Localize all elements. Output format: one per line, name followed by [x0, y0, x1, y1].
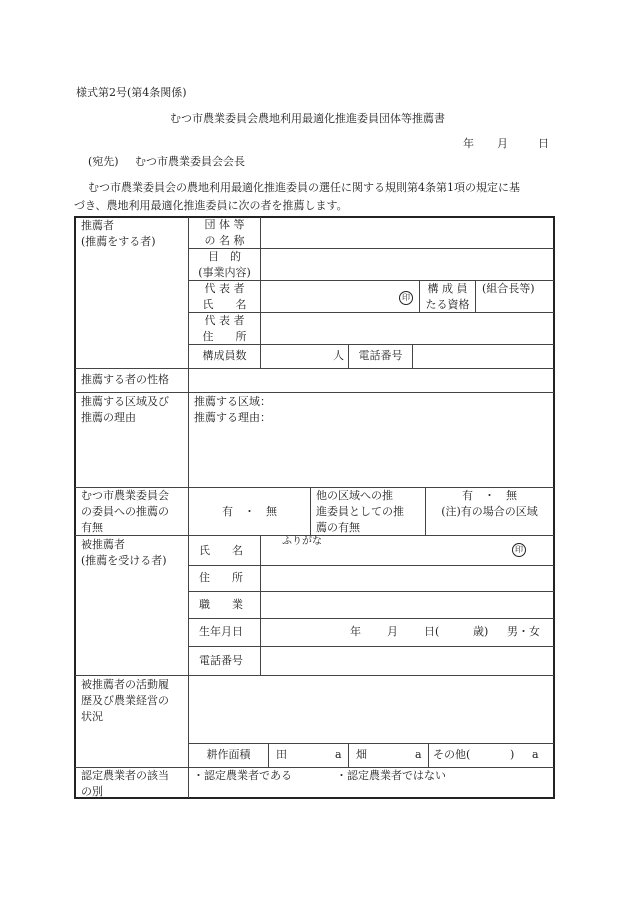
intro-text-line2: づき、農地利用最適化推進委員に次の者を推薦します。: [74, 199, 348, 212]
gender-options[interactable]: 男・女: [507, 625, 540, 638]
recommendee-address-label: 住 所: [199, 571, 243, 584]
member-qualification-label: [420, 281, 475, 313]
recommendee-name-label: 氏 名: [199, 544, 243, 557]
label-line: 目 的: [208, 250, 241, 263]
rep-phone-field[interactable]: [414, 346, 552, 367]
divider: [188, 646, 554, 647]
label-line: (推薦をする者): [81, 235, 156, 248]
area-reason-label: [81, 394, 169, 426]
divider: [188, 565, 554, 566]
seal-mark: [399, 289, 413, 305]
divider: [188, 743, 554, 744]
divider: [75, 675, 554, 676]
other-close-paren: ): [510, 748, 515, 761]
occupation-field[interactable]: [262, 593, 552, 617]
other-unit: a: [532, 748, 539, 761]
rep-address-field[interactable]: [262, 314, 552, 343]
label-line: 他の区域への推: [316, 489, 393, 502]
age-label: 歳): [473, 625, 489, 638]
label-line: (推薦を受ける者): [81, 554, 167, 567]
other-area-note: (注)有の場合の区域: [441, 505, 538, 518]
field-unit: a: [415, 748, 422, 761]
recommendee-name-field[interactable]: [262, 537, 552, 564]
other-area-input-label: その他(: [433, 748, 471, 761]
seal-icon: 印: [512, 543, 526, 557]
divider: [188, 591, 554, 592]
divider: [348, 743, 349, 767]
paddy-unit: a: [335, 748, 342, 761]
cultivated-area-label: 耕作面積: [206, 748, 251, 761]
member-qualification-value: (組合長等): [482, 282, 535, 295]
label-line: 団 体 等: [204, 218, 245, 231]
other-area-options: [426, 488, 553, 520]
divider: [260, 535, 261, 675]
nature-label: 推薦する者の性格: [81, 373, 169, 386]
divider: [268, 743, 269, 767]
divider: [475, 280, 476, 312]
activity-label: [81, 677, 169, 725]
certified-no-option[interactable]: ・認定農業者ではない: [336, 769, 446, 782]
rep-address-label: [189, 313, 260, 345]
label-line: 推薦する区域及び: [81, 395, 169, 408]
certified-label: [81, 768, 169, 800]
certified-yes-option[interactable]: ・認定農業者である: [193, 769, 292, 782]
label-line: たる資格: [425, 298, 470, 311]
label-line: 推薦者: [81, 219, 114, 232]
divider: [412, 344, 413, 368]
label-line: 住 所: [202, 330, 247, 343]
committee-yes-no[interactable]: 有 ・ 無: [222, 505, 277, 518]
recommendee-phone-label: 電話番号: [199, 654, 243, 667]
label-line: 構 成 員: [427, 282, 468, 295]
purpose-label: [189, 249, 260, 281]
divider: [188, 618, 554, 619]
label-line: 氏 名: [202, 298, 247, 311]
label-line: の 名 称: [204, 234, 245, 247]
purpose-field[interactable]: [262, 250, 552, 279]
other-area-yes-no[interactable]: 有 ・ 無: [462, 489, 517, 502]
label-line: 被推薦者: [81, 538, 125, 551]
committee-label: [81, 488, 169, 536]
divider: [310, 487, 311, 535]
activity-field[interactable]: [190, 677, 552, 742]
label-line: 代 表 者: [204, 282, 245, 295]
org-name-field[interactable]: [262, 218, 552, 247]
other-area-label: [316, 488, 404, 536]
addressee-label: (宛先): [88, 155, 119, 168]
label-line: 推薦の理由: [81, 411, 136, 424]
rep-phone-label: 電話番号: [358, 349, 403, 362]
paddy-label: 田: [276, 748, 287, 761]
rep-name-field[interactable]: [262, 282, 417, 311]
divider: [75, 368, 554, 369]
divider: [75, 392, 554, 393]
label-line: 認定農業者の該当: [81, 769, 169, 782]
field-label: 畑: [356, 748, 367, 761]
birth-day-label: 日(: [424, 625, 440, 638]
person-unit: 人: [333, 349, 344, 362]
label-line: 有無: [81, 521, 103, 534]
date-month-label: 月: [497, 137, 508, 150]
occupation-label: 職 業: [199, 598, 243, 611]
addressee: むつ市農業委員会会長: [135, 155, 245, 168]
form-number: 様式第2号(第4条関係): [76, 86, 187, 99]
intro-text-line1: むつ市農業委員会の農地利用最適化推進委員の選任に関する規則第4条第1項の規定に基: [88, 181, 520, 194]
recommender-section-label: [81, 218, 156, 250]
area-reason-field[interactable]: [194, 394, 271, 426]
area-prefix: 推薦する区域：: [194, 395, 271, 408]
seal-icon: 印: [399, 291, 413, 305]
label-line: の別: [81, 785, 103, 798]
birth-year-label: 年: [350, 625, 361, 638]
document-title: むつ市農業委員会農地利用最適化推進委員団体等推薦書: [170, 112, 445, 125]
label-line: 進委員としての推: [316, 505, 404, 518]
nature-field[interactable]: [190, 370, 552, 391]
recommendee-phone-field[interactable]: [262, 648, 552, 674]
seal-mark: [512, 541, 526, 557]
label-line: 歴及び農業経営の: [81, 694, 169, 707]
recommendee-section-label: [81, 537, 167, 569]
org-name-label: [189, 217, 260, 249]
birthdate-label: 生年月日: [199, 625, 243, 638]
date-year-label: 年: [463, 137, 474, 150]
divider: [428, 743, 429, 767]
label-line: むつ市農業委員会: [81, 489, 169, 502]
date-day-label: 日: [538, 137, 549, 150]
label-line: 薦の有無: [316, 521, 360, 534]
birth-month-label: 月: [387, 625, 398, 638]
label-line: (事業内容): [198, 266, 251, 279]
member-count-label: 構成員数: [202, 349, 247, 362]
label-line: 被推薦者の活動履: [81, 678, 169, 691]
divider: [260, 217, 261, 368]
label-line: 状況: [81, 710, 103, 723]
label-line: の委員への推薦の: [81, 505, 169, 518]
label-line: 代 表 者: [204, 314, 245, 327]
rep-name-label: [189, 281, 260, 313]
furigana-label: ふりがな: [282, 536, 322, 547]
reason-prefix: 推薦する理由：: [194, 411, 271, 424]
recommendee-address-field[interactable]: [262, 567, 552, 590]
